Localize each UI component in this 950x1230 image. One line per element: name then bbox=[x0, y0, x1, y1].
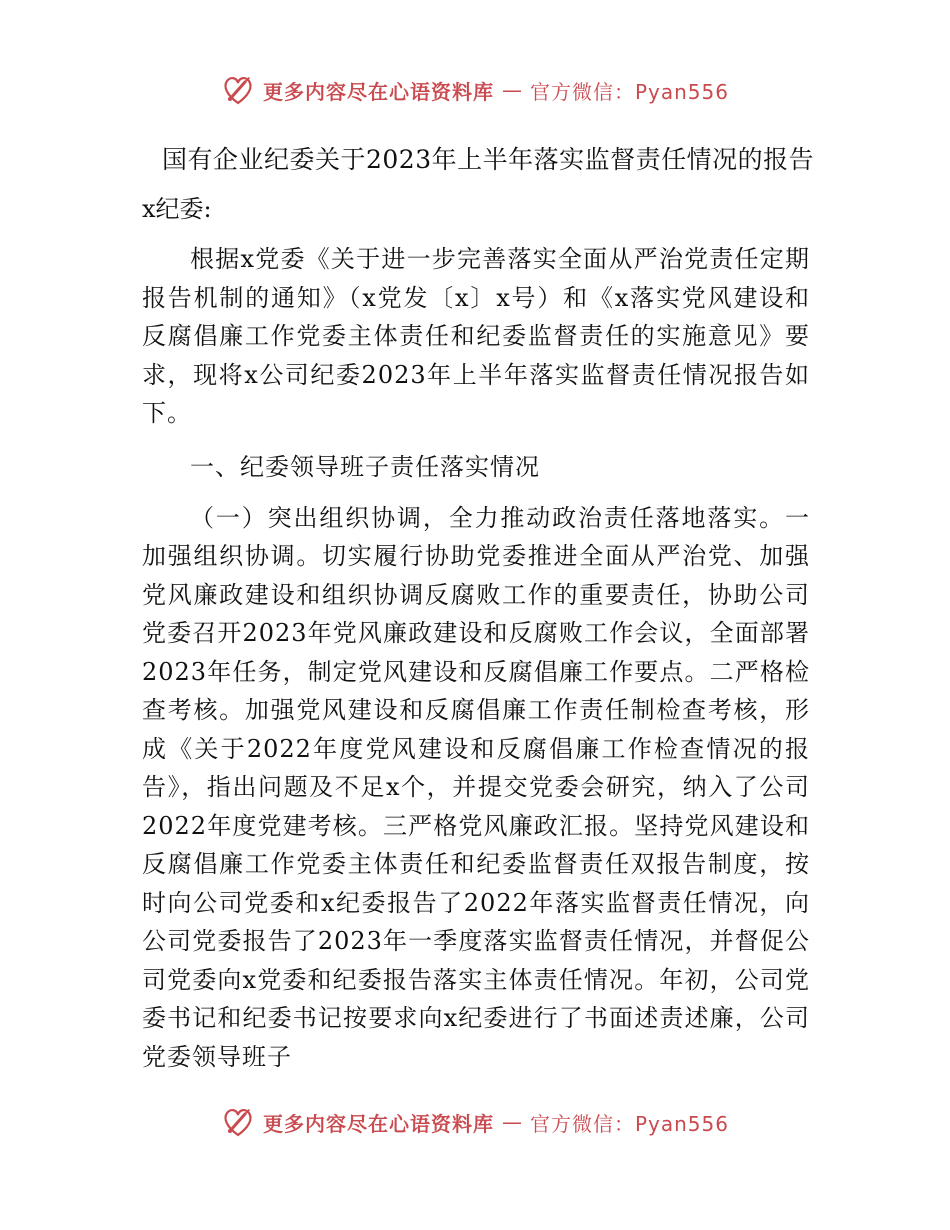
pen-heart-logo-icon bbox=[221, 1105, 255, 1139]
document-body bbox=[142, 140, 815, 1076]
banner-dash: — bbox=[501, 78, 522, 102]
footer-watermark-banner bbox=[0, 1102, 950, 1142]
paragraph-intro: 根据x党委《关于进一步完善落实全面从严治党责任定期报告机制的通知》（x党发〔x〕x号）和《x落实党风建设和反腐倡廉工作党委主体责任和纪委监督责任的实施意见》要求，现将x公司纪委2023年上半年落实监督责任情况报告如下。 bbox=[142, 245, 810, 427]
banner-brand-text: 更多内容尽在心语资料库 bbox=[262, 1111, 494, 1136]
paragraph-section-1-1: （一）突出组织协调，全力推动政治责任落地落实。一加强组织协调。切实履行协助党委推进全面从严治党、加强党风廉政建设和组织协调反腐败工作的重要责任，协助公司党委召开2023年党风廉政建设和反腐败工作会议，全面部署2023年任务，制定党风建设和反腐倡廉工作要点。二严格检查考核。加强党风建设和反腐倡廉工作责任制检查考核，形成《关于2022年度党风建设和反腐倡廉工作检查情况的报告》，指出问题及不足x个，并提交党委会研究，纳入了公司2022年度党建考核。三严格党风廉政汇报。坚持党风建设和反腐倡廉工作党委主体责任和纪委监督责任双报告制度，按时向公司党委和x纪委报告了2022年落实监督责任情况，向公司党委报告了2023年一季度落实监督责任情况，并督促公司党委向x党委和纪委报告落实主体责任情况。年初，公司党委书记和纪委书记按要求向x纪委进行了书面述责述廉，公司党委领导班子 bbox=[142, 503, 810, 1071]
banner-contact-text: 官方微信：Pyan556 bbox=[529, 79, 729, 104]
banner-contact-text: 官方微信：Pyan556 bbox=[529, 1111, 729, 1136]
banner-dash: — bbox=[501, 1110, 522, 1134]
salutation: x纪委: bbox=[142, 195, 212, 223]
header-watermark-banner bbox=[0, 70, 950, 110]
pen-heart-logo-icon bbox=[221, 73, 255, 107]
document-title: 国有企业纪委关于2023年上半年落实监督责任情况的报告 bbox=[162, 145, 815, 174]
section-heading-1: 一、纪委领导班子责任落实情况 bbox=[190, 452, 540, 481]
banner-brand-text: 更多内容尽在心语资料库 bbox=[262, 79, 494, 104]
